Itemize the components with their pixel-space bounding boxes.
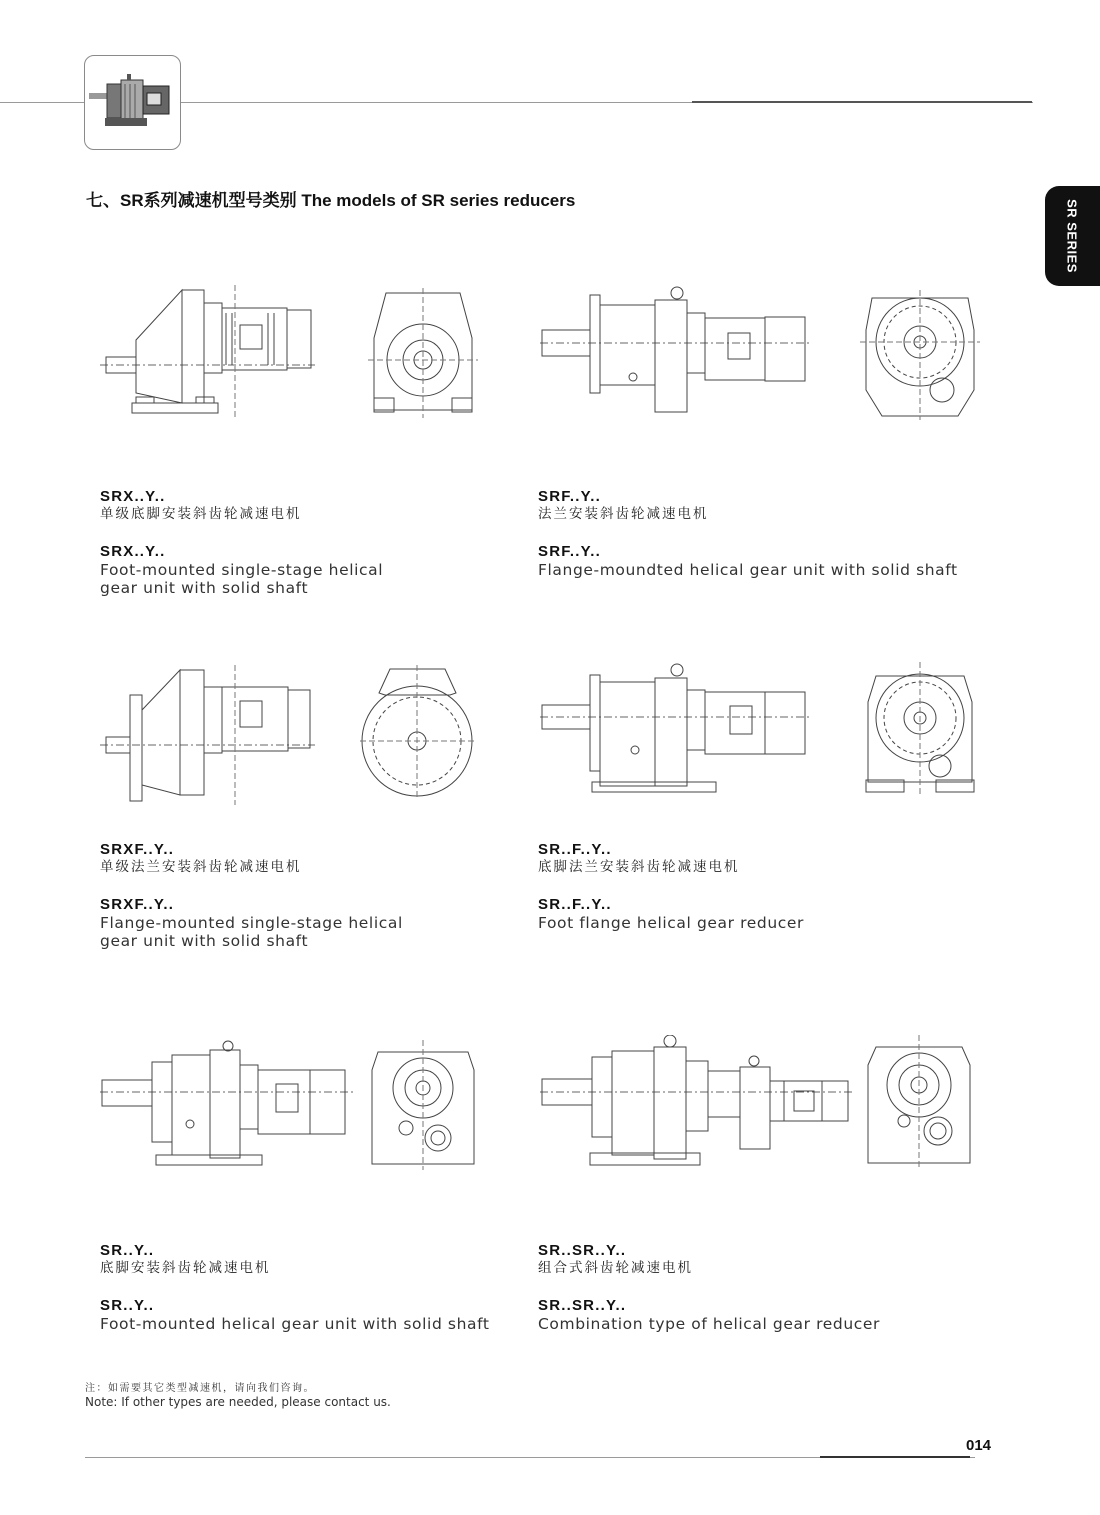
model-code-en: SRF..Y..	[538, 543, 601, 560]
model-name-cn: 底脚安装斜齿轮减速电机	[100, 1260, 271, 1276]
series-side-tab	[1045, 186, 1100, 286]
model-code-en: SR..Y..	[100, 1297, 155, 1314]
note-cn: 注：如需要其它类型减速机，请向我们咨询。	[85, 1383, 315, 1394]
model-sr	[100, 1242, 520, 1333]
srxf-side-view-drawing	[100, 665, 315, 805]
model-sr-f	[538, 841, 958, 932]
model-name-cn: 单级底脚安装斜齿轮减速电机	[100, 506, 302, 522]
header-rule-dark	[692, 101, 1032, 103]
note-en: Note: If other types are needed, please contact us.	[85, 1395, 391, 1409]
model-code-en: SRXF..Y..	[100, 896, 175, 913]
model-srx	[100, 488, 520, 597]
model-srf	[538, 488, 958, 579]
section-title: 七、SR系列减速机型号类别 The models of SR series reducers	[86, 191, 576, 210]
model-code-en: SRX..Y..	[100, 543, 166, 560]
model-name-en: Foot-mounted single-stage helical gear unit with solid shaft	[100, 561, 384, 597]
sr-side-view-drawing	[100, 1040, 355, 1170]
srx-side-view-drawing	[100, 285, 315, 420]
model-name-en: Foot flange helical gear reducer	[538, 914, 804, 932]
model-name-en: Combination type of helical gear reducer	[538, 1315, 880, 1333]
model-code-cn: SR..Y..	[100, 1242, 155, 1259]
header-rule-left	[0, 102, 84, 103]
srxf-end-view-drawing	[360, 665, 475, 800]
srx-end-view-drawing	[368, 288, 478, 418]
srf-end-view-drawing	[860, 290, 980, 420]
model-code-cn: SRXF..Y..	[100, 841, 175, 858]
model-name-cn: 组合式斜齿轮减速电机	[538, 1260, 693, 1276]
model-sr-sr	[538, 1242, 958, 1333]
sr-end-view-drawing	[368, 1040, 478, 1170]
model-name-cn: 单级法兰安装斜齿轮减速电机	[100, 859, 302, 875]
model-code-cn: SRF..Y..	[538, 488, 601, 505]
model-srxf	[100, 841, 520, 950]
srf-side-view-drawing	[540, 285, 810, 420]
side-tab-label: SR SERIES	[1064, 199, 1080, 273]
model-name-en: Foot-mounted helical gear unit with solid shaft	[100, 1315, 490, 1333]
model-code-en: SR..SR..Y..	[538, 1297, 627, 1314]
model-name-en: Flange-moundted helical gear unit with solid shaft	[538, 561, 958, 579]
model-code-cn: SRX..Y..	[100, 488, 166, 505]
sr-f-side-view-drawing	[540, 660, 810, 800]
model-code-cn: SR..F..Y..	[538, 841, 612, 858]
sr-sr-end-view-drawing	[862, 1035, 977, 1170]
model-name-cn: 法兰安装斜齿轮减速电机	[538, 506, 709, 522]
model-code-cn: SR..SR..Y..	[538, 1242, 627, 1259]
logo-gear-motor-icon	[84, 55, 181, 150]
sr-f-end-view-drawing	[860, 662, 980, 797]
page-number: 014	[966, 1437, 992, 1454]
footer-rule-dark	[820, 1456, 970, 1458]
footer-note	[85, 1382, 391, 1410]
model-name-cn: 底脚法兰安装斜齿轮减速电机	[538, 859, 740, 875]
sr-sr-side-view-drawing	[540, 1035, 855, 1170]
model-name-en: Flange-mounted single-stage helical gear unit with solid shaft	[100, 914, 403, 950]
model-code-en: SR..F..Y..	[538, 896, 612, 913]
